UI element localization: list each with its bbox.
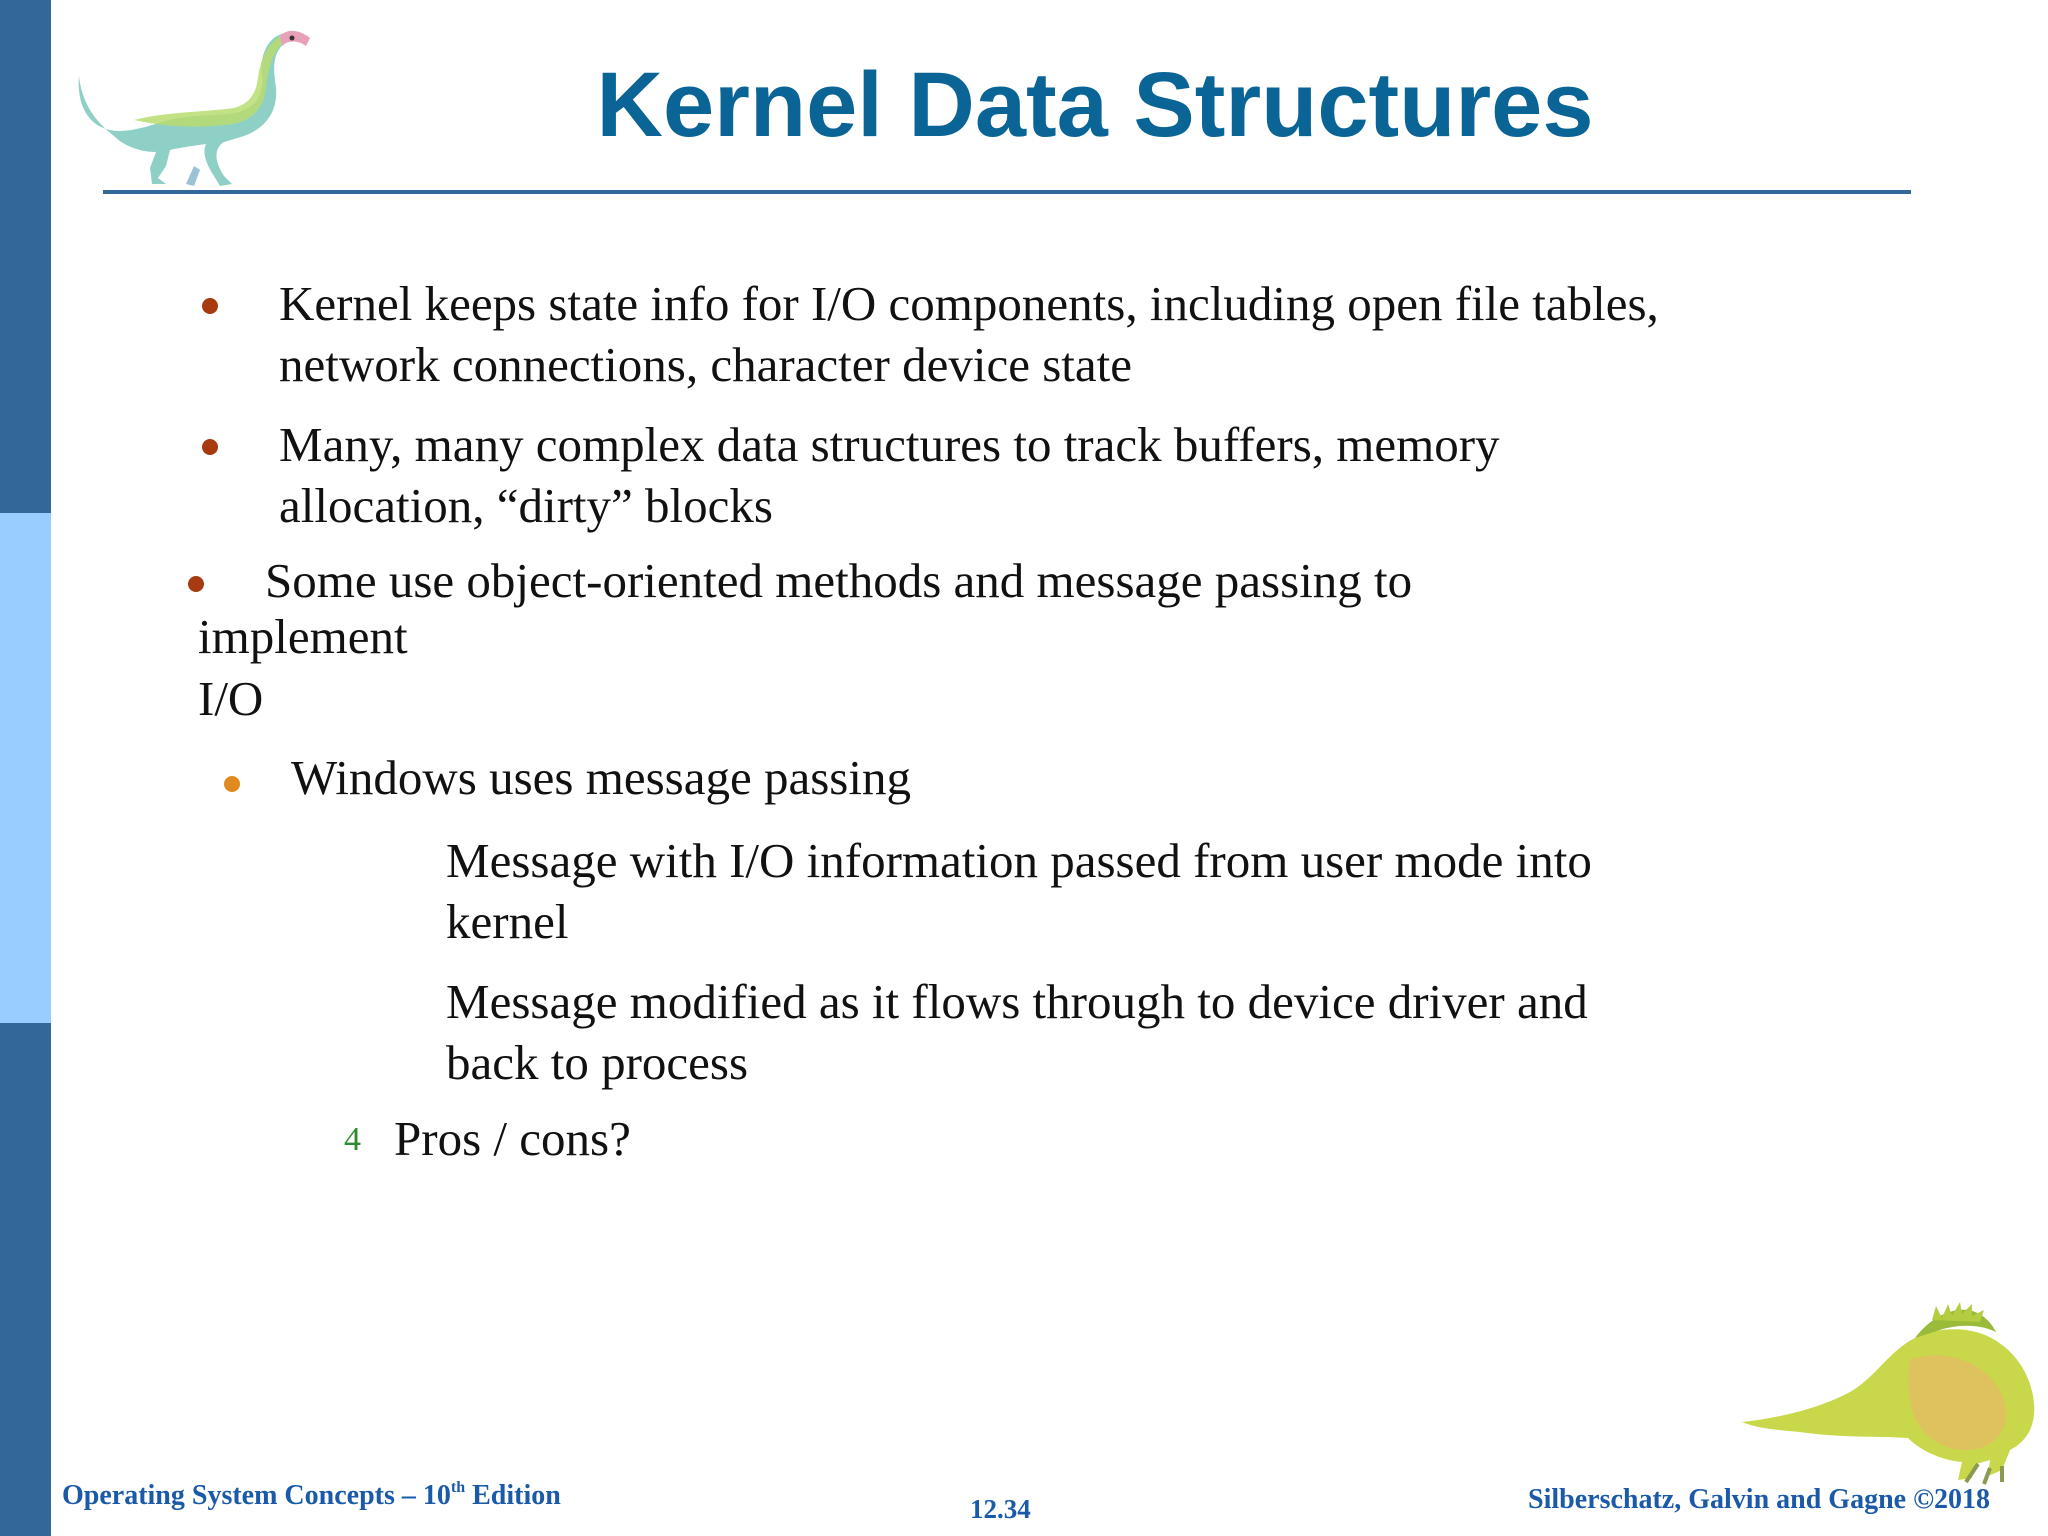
sidebar-highlight xyxy=(0,513,51,1023)
sub-item-2-line-2: back to process xyxy=(446,1035,749,1090)
bullet-dot xyxy=(202,439,218,455)
bullet-2-line-2: allocation, “dirty” blocks xyxy=(279,478,773,533)
bullet-1-line-1: Kernel keeps state info for I/O components, including open file tables, xyxy=(279,276,1659,331)
item-marker: 4 xyxy=(344,1121,361,1158)
bullet-dot xyxy=(202,298,218,314)
bullet-2-line-1: Many, many complex data structures to track buffers, memory xyxy=(279,417,1500,472)
title-divider xyxy=(103,190,1911,194)
left-sidebar-band xyxy=(0,0,51,1536)
bullet-3-line-3: I/O xyxy=(198,671,264,726)
footer-page-number: 12.34 xyxy=(970,1494,1031,1524)
bullet-3-line-1: Some use object-oriented methods and message passing to xyxy=(265,553,1413,608)
numbered-item-text: Pros / cons? xyxy=(394,1111,631,1166)
footer-authors: Silberschatz, Galvin and Gagne ©2018 xyxy=(1528,1484,1990,1515)
sub-bullet-dot xyxy=(224,776,240,792)
sub-bullet-text: Windows uses message passing xyxy=(291,750,911,805)
bullet-1-line-2: network connections, character device state xyxy=(279,337,1133,392)
sub-item-1-line-1: Message with I/O information passed from user mode into xyxy=(446,833,1592,888)
dinosaur-logo-icon xyxy=(74,16,314,191)
bullet-3-line-2: implement xyxy=(198,609,408,664)
slide-title: Kernel Data Structures xyxy=(596,54,1594,156)
bullet-dot xyxy=(188,576,204,592)
dinosaur-illustration-icon xyxy=(1740,1300,2040,1485)
footer-book-title: Operating System Concepts – 10th Edition xyxy=(62,1479,561,1511)
sub-item-2-line-1: Message modified as it flows through to device driver and xyxy=(446,974,1588,1029)
sub-item-1-line-2: kernel xyxy=(446,894,569,949)
